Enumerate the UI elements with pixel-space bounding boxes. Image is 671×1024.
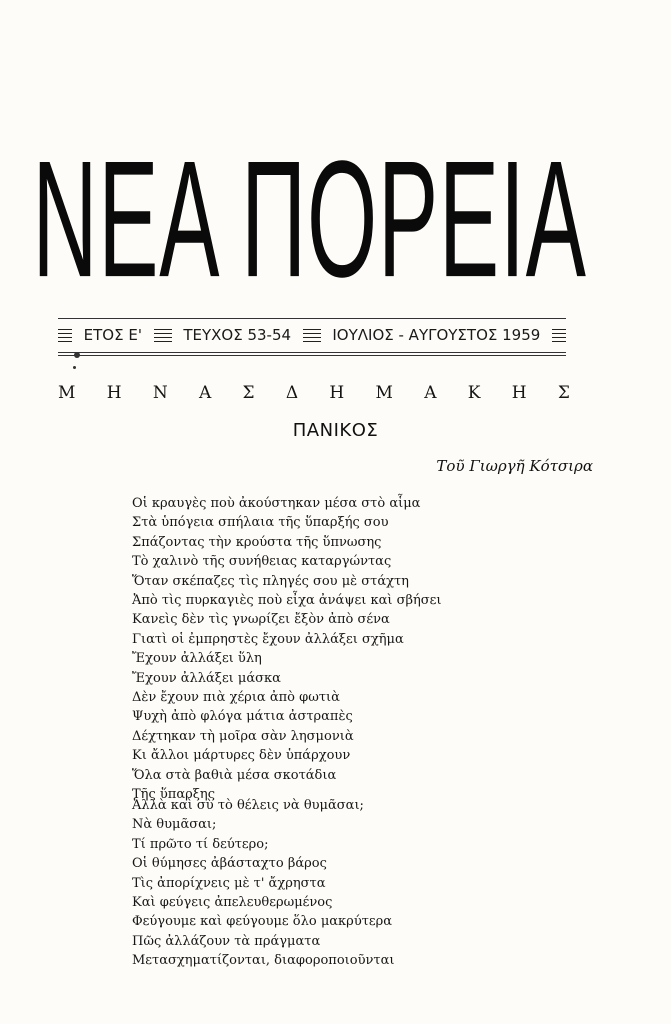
stanza-1 bbox=[132, 494, 552, 805]
poem-title: ΠΑΝΙΚΟΣ bbox=[292, 420, 379, 441]
poem-line: Ὅλα στὰ βαθιὰ μέσα σκοτάδια bbox=[132, 767, 337, 783]
masthead bbox=[32, 126, 588, 312]
poem-line: Δέχτηκαν τὴ μοῖρα σὰν λησμονιὰ bbox=[132, 728, 354, 744]
poem-line: Μετασχηματίζονται, διαφοροποιοῦνται bbox=[132, 953, 395, 969]
poem-line: Καὶ φεύγεις ἀπελευθερωμένος bbox=[132, 895, 333, 911]
poem-line: Τὸ χαλινὸ τῆς συνήθειας καταργώντας bbox=[132, 554, 392, 570]
poem-line: Σπάζοντας τὴν κρούστα τῆς ὕπνωσης bbox=[132, 534, 382, 550]
poem-line: Ὅταν σκέπαζες τὶς πληγές σου μὲ στάχτη bbox=[132, 573, 409, 589]
dedication: Τοῦ Γιωργῆ Κότσιρα bbox=[436, 457, 593, 475]
poem-line: Οἱ θύμησες ἀβάσταχτο βάρος bbox=[132, 856, 327, 872]
ink-speck bbox=[73, 366, 76, 369]
issue-line-bottom bbox=[58, 352, 566, 353]
poem-line: Κι ἄλλοι μάρτυρες δὲν ὑπάρχουν bbox=[132, 748, 351, 764]
author-letter: Α bbox=[424, 383, 437, 403]
issue-year: ΕΤΟΣ Ε' bbox=[83, 326, 142, 344]
poem-line: Τί πρῶτο τί δεύτερο; bbox=[132, 836, 269, 852]
magazine-title: ΝΕΑ ΠΟΡΕΙΑ bbox=[32, 126, 588, 312]
issue-number: ΤΕΥΧΟΣ 53-54 bbox=[183, 326, 292, 344]
poem-line: Ἀπὸ τὶς πυρκαγιὲς ποὺ εἶχα ἀνάψει καὶ σβήσει bbox=[132, 593, 442, 609]
poem-line: Δὲν ἔχουν πιὰ χέρια ἀπὸ φωτιὰ bbox=[132, 690, 340, 706]
poem-line: Τῆς ὕπαρξης bbox=[132, 787, 215, 803]
author-letter: Σ bbox=[242, 383, 255, 403]
stanza-2 bbox=[132, 796, 552, 971]
author-letter: Μ bbox=[58, 383, 76, 403]
issue-bar bbox=[58, 320, 566, 350]
poem-line: Γιατὶ οἱ ἐμπρηστὲς ἔχουν ἀλλάξει σχῆμα bbox=[132, 631, 404, 647]
issue-line-bottom-2 bbox=[58, 355, 566, 356]
author-name bbox=[58, 383, 570, 403]
poem-line: Ἔχουν ἀλλάξει ὕλη bbox=[132, 651, 262, 667]
issue-date: ΙΟΥΛΙΟΣ - ΑΥΓΟΥΣΤΟΣ 1959 bbox=[332, 326, 541, 344]
poem-line: Ἔχουν ἀλλάξει μάσκα bbox=[132, 670, 281, 686]
author-letter: Μ bbox=[375, 383, 393, 403]
poem-line: Οἱ κραυγὲς ποὺ ἀκούστηκαν μέσα στὸ αἷμα bbox=[132, 496, 421, 511]
poem-line: Κανεὶς δὲν τὶς γνωρίζει ἔξὸν ἀπὸ σένα bbox=[132, 612, 390, 628]
poem-line: Ἀλλὰ καὶ σὺ τὸ θέλεις νὰ θυμᾶσαι; bbox=[132, 798, 364, 813]
poem-line: Φεύγουμε καὶ φεύγουμε ὅλο μακρύτερα bbox=[132, 914, 393, 930]
author-letter: Η bbox=[329, 383, 345, 403]
ink-speck bbox=[74, 352, 80, 358]
poem-line: Ψυχὴ ἀπὸ φλόγα μάτια ἀστραπὲς bbox=[132, 709, 353, 725]
author-letter: Δ bbox=[285, 383, 299, 403]
poem-line: Στὰ ὑπόγεια σπήλαια τῆς ὕπαρξής σου bbox=[132, 515, 389, 531]
rule-ornament-left bbox=[58, 326, 72, 344]
author-letter: Κ bbox=[467, 383, 481, 403]
rule-ornament-right bbox=[552, 326, 566, 344]
author-letter: Η bbox=[106, 383, 122, 403]
author-letter: Ν bbox=[152, 383, 168, 403]
rule-ornament-mid bbox=[154, 326, 172, 344]
poem-line: Πῶς ἀλλάζουν τὰ πράγματα bbox=[132, 933, 321, 949]
author-letter: Σ bbox=[557, 383, 570, 403]
author-letter: Α bbox=[198, 383, 212, 403]
poem-line: Τὶς ἀπορίχνεις μὲ τ' ἄχρηστα bbox=[132, 875, 326, 891]
poem-line: Νὰ θυμᾶσαι; bbox=[132, 817, 217, 833]
author-letter: Η bbox=[511, 383, 527, 403]
issue-line-top bbox=[58, 318, 566, 319]
rule-ornament-mid2 bbox=[303, 326, 321, 344]
